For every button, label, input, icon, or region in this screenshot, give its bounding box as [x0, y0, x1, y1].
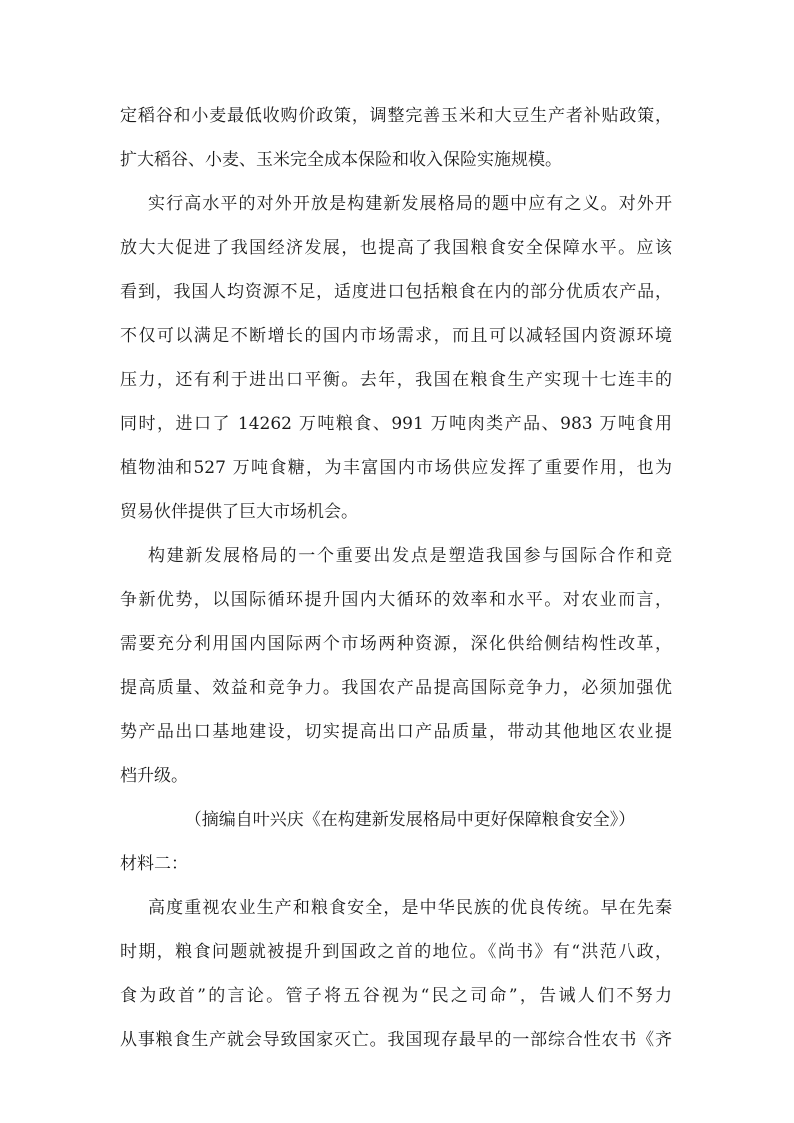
paragraph-1-line-1: 定稻谷和小麦最低收购价政策，调整完善玉米和大豆生产者补贴政策，: [120, 106, 672, 126]
paragraph-2-line-3: 看到，我国人均资源不足，适度进口包括粮食在内的部分优质农产品，: [120, 282, 672, 302]
paragraph-4-line-3: 食为政首”的言论。管子将五谷视为“民之司命”，告诫人们不努力: [120, 986, 672, 1006]
paragraph-3-line-6: 档升级。: [120, 766, 188, 786]
paragraph-3-line-2: 争新优势，以国际循环提升国内大循环的效率和水平。对农业而言，: [120, 590, 672, 610]
source-citation: （摘编自叶兴庆《在构建新发展格局中更好保障粮食安全》）: [184, 810, 636, 830]
paragraph-2-line-4: 不仅可以满足不断增长的国内市场需求，而且可以减轻国内资源环境: [120, 326, 672, 346]
paragraph-2-line-2: 放大大促进了我国经济发展，也提高了我国粮食安全保障水平。应该: [120, 238, 672, 258]
paragraph-3-line-5: 势产品出口基地建设，切实提高出口产品质量，带动其他地区农业提: [120, 722, 672, 742]
paragraph-3-line-1: 构建新发展格局的一个重要出发点是塑造我国参与国际合作和竞: [148, 546, 672, 566]
paragraph-4-line-2: 时期，粮食问题就被提升到国政之首的地位。《尚书》有“洪范八政，: [120, 942, 672, 962]
paragraph-2-line-5: 压力，还有利于进出口平衡。去年，我国在粮食生产实现十七连丰的: [120, 370, 672, 390]
material-2-heading: 材料二：: [120, 854, 188, 874]
paragraph-2-line-8: 贸易伙伴提供了巨大市场机会。: [120, 502, 358, 522]
paragraph-2-line-1: 实行高水平的对外开放是构建新发展格局的题中应有之义。对外开: [148, 194, 672, 214]
paragraph-4-line-1: 高度重视农业生产和粮食安全，是中华民族的优良传统。早在先秦: [148, 898, 672, 918]
paragraph-2-line-7: 植物油和527 万吨食糖，为丰富国内市场供应发挥了重要作用，也为: [120, 458, 672, 478]
paragraph-3-line-4: 提高质量、效益和竞争力。我国农产品提高国际竞争力，必须加强优: [120, 678, 672, 698]
paragraph-3-line-3: 需要充分利用国内国际两个市场两种资源，深化供给侧结构性改革，: [120, 634, 672, 654]
paragraph-4-line-4: 从事粮食生产就会导致国家灭亡。我国现存最早的一部综合性农书《齐: [120, 1030, 672, 1050]
paragraph-2-line-6: 同时，进口了 14262 万吨粮食、991 万吨肉类产品、983 万吨食用: [120, 414, 672, 434]
paragraph-1-line-2: 扩大稻谷、小麦、玉米完全成本保险和收入保险实施规模。: [120, 150, 562, 170]
